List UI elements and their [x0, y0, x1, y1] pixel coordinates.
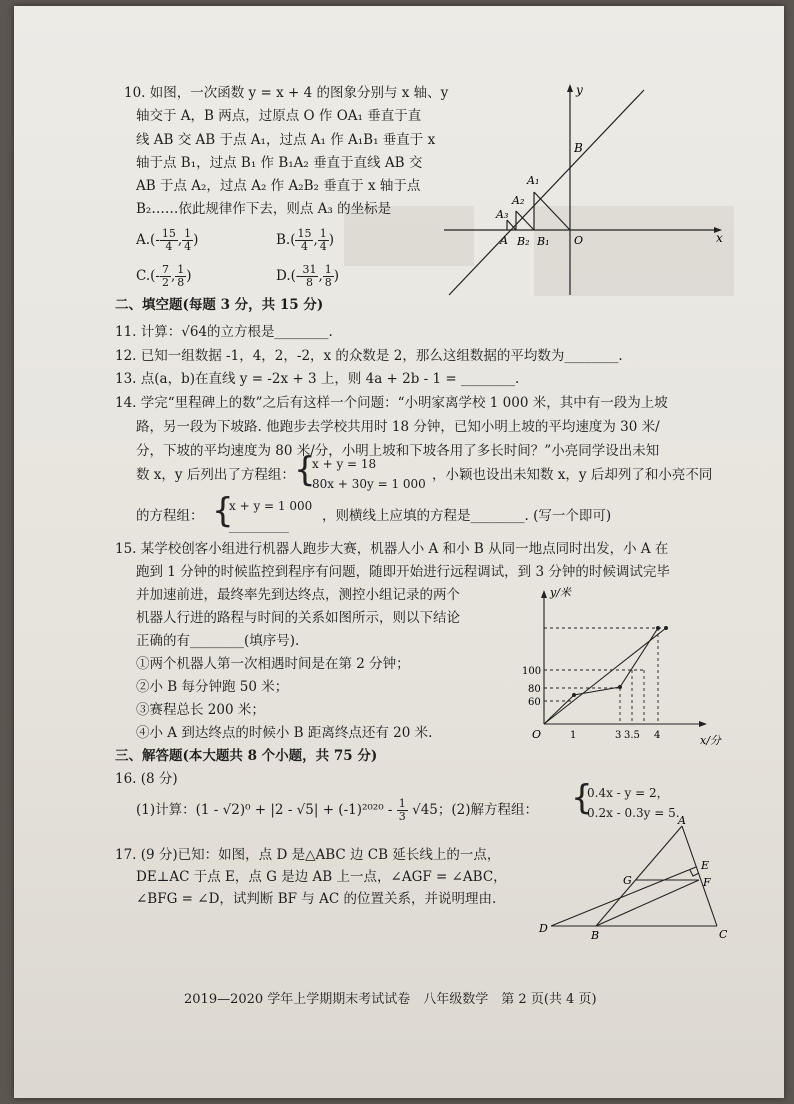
section-3-heading: 三、解答题(本大题共 8 个小题，共 75 分) — [115, 748, 378, 764]
section-2-heading: 二、填空题(每题 3 分，共 15 分) — [115, 297, 324, 313]
fig10-x: x — [716, 231, 723, 245]
q14-line-2: 路，另一段为下坡路. 他跑步去学校共用时 18 分钟，已知小明上坡的平均速度为 30 米/ — [136, 419, 660, 435]
q10-line-5: AB 于点 A₂，过点 A₂ 作 A₂B₂ 垂直于 x 轴于点 — [136, 178, 421, 194]
graph-x35: 3.5 — [624, 730, 640, 741]
fig10-A2: A₂ — [512, 194, 525, 207]
q16-brace: { — [571, 778, 593, 818]
q17-line-2: DE⊥AC 于点 E，点 G 是边 AB 上一点，∠AGF = ∠ABC， — [136, 869, 507, 885]
q16-part1: (1)计算：(1 - √2)⁰ + |2 - √5| + (-1)²⁰²⁰ - $\frac{1}{3}$ √45；(2)解方程组： — [136, 797, 538, 823]
fig10-A1: A₁ — [527, 174, 540, 187]
fig10-B2: B₂ — [517, 235, 530, 248]
graph-origin: O — [532, 728, 542, 741]
q16-eq2: 0.2x - 0.3y = 5. — [587, 806, 680, 820]
fig17-E: E — [701, 859, 710, 872]
graph-y100: 100 — [522, 666, 542, 677]
q10-option-a[interactable]: A.(- $\frac{15}{4}$ , $\frac{1}{4}$ ) — [136, 227, 199, 253]
q14-brace-1: { — [294, 450, 316, 490]
q16-head: 16. (8 分) — [115, 771, 178, 787]
graph-x3: 3 — [615, 730, 622, 741]
graph-x-arrow — [699, 721, 707, 727]
q15-line-5: 正确的有________(填序号). — [136, 633, 300, 649]
q13: 13. 点(a，b)在直线 y = -2x + 3 上，则 4a + 2b - 1 = ________. — [115, 371, 520, 387]
q15-option-2: ②小 B 每分钟跑 50 米； — [136, 679, 289, 695]
q15-line-4: 机器人行进的路程与时间的关系如图所示，则以下结论 — [136, 610, 460, 626]
q14-eq1a: x + y = 18 — [312, 457, 377, 471]
q17-figure — [529, 814, 734, 944]
graph-xlabel: x/分 — [700, 734, 721, 747]
q15-option-3: ③赛程总长 200 米； — [136, 702, 265, 718]
graph-point — [664, 626, 668, 630]
fig10-B: B — [574, 141, 583, 155]
q10-line-2: 轴交于 A，B 两点，过原点 O 作 OA₁ 垂直于直 — [136, 108, 422, 124]
robot-a-path — [544, 628, 658, 724]
graph-x4: 4 — [654, 730, 661, 741]
q12: 12. 已知一组数据 -1，4，2，-2，x 的众数是 2，那么这组数据的平均数为________. — [115, 348, 623, 364]
seg-ac — [682, 826, 717, 926]
q14-line-4b: ，小颖也设出未知数 x，y 后却列了和小亮不同 — [432, 467, 713, 483]
y-arrow — [567, 84, 573, 92]
fig10-O: O — [574, 234, 584, 247]
q14-line-5a: 的方程组： — [136, 508, 204, 524]
q15-line-1: 15. 某学校创客小组进行机器人跑步大赛，机器人小 A 和小 B 从同一地点同时出发，小 A 在 — [115, 541, 669, 557]
q14-eq2a: x + y = 1 000 — [229, 499, 313, 513]
exam-page — [14, 6, 784, 1098]
robot-b-path — [544, 628, 666, 724]
q10-figure — [434, 80, 734, 306]
line-ab — [449, 90, 644, 295]
q15-option-1: ①两个机器人第一次相遇时间是在第 2 分钟； — [136, 656, 410, 672]
fig10-B1: B₁ — [537, 235, 550, 248]
q11: 11. 计算：√64的立方根是________. — [115, 324, 333, 340]
fig10-y: y — [576, 83, 583, 97]
fig10-A: A — [500, 234, 508, 247]
q15-line-3: 并加速前进，最终率先到达终点，测控小组记录的两个 — [136, 587, 460, 603]
q14-line-1: 14. 学完“里程碑上的数”之后有这样一个问题：“小明家离学校 1 000 米，其中有一段为上坡 — [115, 395, 668, 411]
fig17-G: G — [623, 874, 632, 887]
graph-y60: 60 — [528, 697, 541, 708]
seg-ab — [596, 826, 682, 926]
q14-line-3: 分，下坡的平均速度为 80 米/分，小明上坡和下坡各用了多长时间？”小亮同学设出未知 — [136, 443, 660, 459]
q10-line-6: B₂……依此规律作下去，则点 A₃ 的坐标是 — [136, 201, 392, 217]
seg-oa1 — [534, 192, 570, 230]
q14-eq2b[interactable]: __________ — [229, 519, 289, 533]
q17-line-3: ∠BFG = ∠D，试判断 BF 与 AC 的位置关系，并说明理由. — [136, 891, 497, 907]
graph-y-arrow — [541, 590, 547, 598]
q14-eq1b: 80x + 30y = 1 000 — [312, 477, 426, 491]
q15-line-2: 跑到 1 分钟的时候监控到程序有问题，随即开始进行远程调试，到 3 分钟的时候调试完毕 — [136, 564, 670, 580]
page-footer: 2019—2020 学年上学期期末考试试卷 八年级数学 第 2 页(共 4 页) — [184, 992, 597, 1007]
q15-graph — [504, 584, 734, 750]
fig10-A3: A₃ — [496, 208, 509, 221]
q10-option-b[interactable]: B.( $\frac{15}{4}$ , $\frac{1}{4}$ ) — [276, 227, 335, 253]
graph-point — [618, 685, 622, 689]
fig17-F: F — [703, 876, 711, 889]
q17-line-1: 17. (9 分)已知：如图，点 D 是△ABC 边 CB 延长线上的一点， — [115, 847, 501, 863]
q14-line-4a: 数 x，y 后列出了方程组： — [136, 467, 295, 483]
graph-y80: 80 — [528, 684, 541, 695]
q10-line-3: 线 AB 交 AB 于点 A₁，过点 A₁ 作 A₁B₁ 垂直于 x — [136, 132, 436, 148]
fig17-B: B — [591, 929, 600, 942]
fig17-D: D — [539, 922, 548, 935]
graph-point — [656, 626, 660, 630]
fig17-A: A — [678, 814, 686, 827]
graph-point — [572, 693, 576, 697]
q15-option-4: ④小 A 到达终点的时候小 B 距离终点还有 20 米. — [136, 725, 433, 741]
q10-line-1: 10. 如图，一次函数 y = x + 4 的图象分别与 x 轴、y — [124, 85, 449, 101]
q14-line-5b: ，则横线上应填的方程是________. (写一个即可) — [322, 508, 612, 524]
graph-x1: 1 — [570, 730, 577, 741]
q10-option-c[interactable]: C.(- $\frac{7}{2}$ , $\frac{1}{8}$ ) — [136, 263, 192, 289]
fig17-C: C — [719, 928, 728, 941]
seg-b1a2 — [516, 211, 534, 230]
q10-option-d[interactable]: D.(- $\frac{31}{8}$ , $\frac{1}{8}$ ) — [276, 263, 340, 289]
q16-eq1: 0.4x - y = 2， — [587, 786, 669, 800]
q14-brace-2: { — [212, 491, 234, 531]
q10-line-4: 轴于点 B₁，过点 B₁ 作 B₁A₂ 垂直于直线 AB 交 — [136, 155, 423, 171]
graph-ylabel: y/米 — [550, 586, 571, 599]
